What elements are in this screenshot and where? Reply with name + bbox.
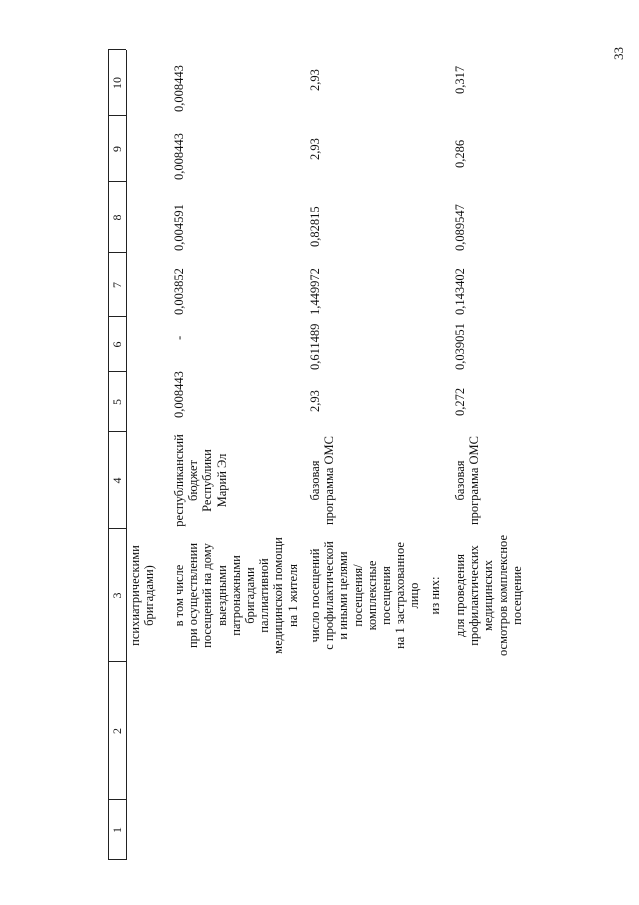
row-0-indicator: психиатрическими бригадами) [128,545,157,646]
row-1-col9: 0,008443 [172,133,186,180]
row-1-col7: 0,003852 [172,268,186,315]
column-header-6: 6 [110,341,124,348]
row-2-col6: 0,611489 [308,323,322,370]
column-header-8: 8 [110,214,124,221]
row-2-col8: 0,82815 [308,206,322,247]
row-4-col7: 0,143402 [453,268,467,315]
column-header-2: 2 [110,728,124,734]
row-4-funding-source: базовая программа ОМС [453,436,482,526]
column-header-9: 9 [110,146,124,152]
row-2-col7: 1,449972 [308,268,322,315]
row-4-col5: 0,272 [453,387,467,416]
column-header-3: 3 [110,592,124,599]
header-bottom-rule [126,50,127,860]
row-3-indicator: из них: [428,576,442,615]
column-header-5: 5 [110,399,124,405]
row-1-col6: - [172,335,186,340]
row-1-col8: 0,004591 [172,204,186,251]
row-1-indicator: в том числе при осуществлении посещений на дому выездными патронажными бригадами паллиативной медицинской помощи на 1 жителя [172,537,300,654]
row-2-col10: 2,93 [308,69,322,91]
row-2-funding-source: базовая программа ОМС [308,436,337,526]
row-1-funding-source: республиканский бюджет Республики Марий Эл [172,434,229,527]
column-header-7: 7 [110,282,124,288]
row-1-col10: 0,008443 [172,65,186,112]
row-4-indicator: для проведения профилактических медицинских осмотров комплексное посещение [453,534,524,657]
row-4-col8: 0,089547 [453,204,467,251]
row-4-col9: 0,286 [453,139,467,168]
page-number: 33 [611,47,626,60]
column-header-10: 10 [110,77,124,89]
row-1-col5: 0,008443 [172,371,186,418]
rotated-table [108,50,568,860]
column-header-1: 1 [110,827,124,833]
row-4-col10: 0,317 [453,65,467,94]
row-2-col5: 2,93 [308,390,322,412]
row-2-indicator: число посещений с профилактической и иными целями посещения/ комплексные посещения на 1 застрахованное лицо [308,541,422,650]
row-2-col9: 2,93 [308,138,322,160]
row-4-col6: 0,039051 [453,323,467,370]
column-header-4: 4 [110,477,124,484]
